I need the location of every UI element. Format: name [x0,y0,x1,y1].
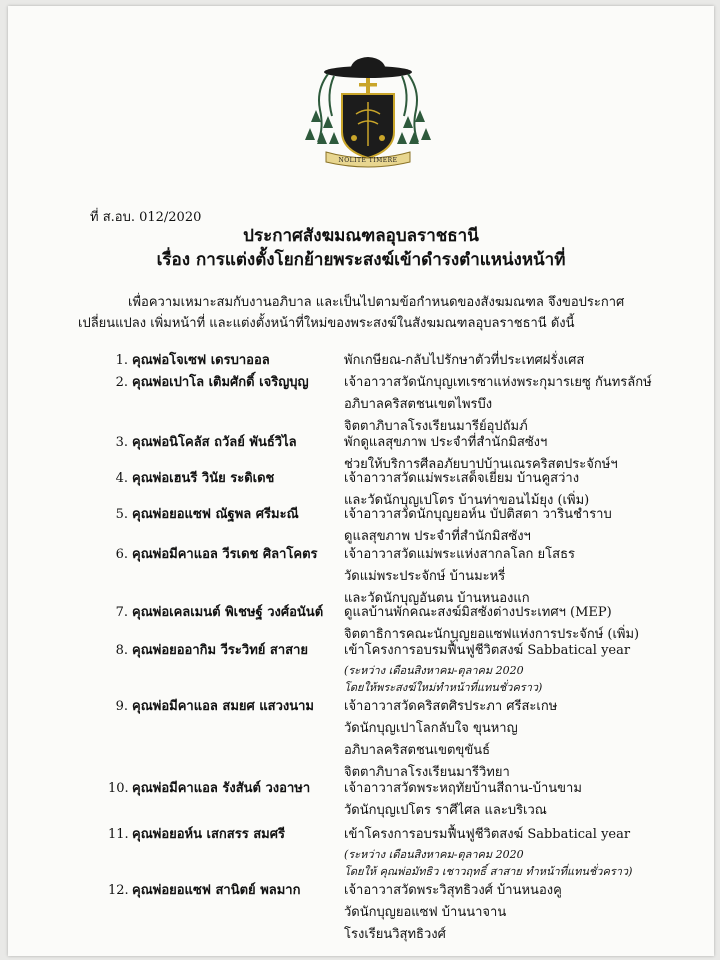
entry-number: 11. [108,827,129,842]
duty-line: จิตตาภิบาลโรงเรียนมารีย์อุปถัมภ์ [344,419,528,434]
duty-list [344,778,704,822]
duty-list [344,504,704,548]
priest-name: คุณพ่อโจเซฟ เดรบาออล [132,353,270,368]
entry-number: 8. [115,643,128,658]
duty-line: เข้าโครงการอบรมฟื้นฟูชีวิตสงฆ์ Sabbatical year [344,643,631,658]
entry-number: 4. [115,471,128,486]
intro-line-1: เพื่อความเหมาะสมกับงานอภิบาล และเป็นไปตามข้อกำหนดของสังฆมณฑล จึงขอประกาศ [128,295,625,310]
duty-list [344,880,704,946]
document-title: ประกาศสังฆมณฑลอุบลราชธานี [243,226,479,246]
duty-list [344,372,704,438]
priest-name: คุณพ่อมีคาแอล วีรเดช ศิลาโคตร [132,547,318,562]
duty-line: เจ้าอาวาสวัดพระวิสุทธิวงศ์ บ้านหนองคู [344,883,562,898]
duty-note: โดยให้ คุณพ่อมัทธิว เชาวฤทธิ์ สาสาย ทำหน้าที่แทนชั่วคราว) [344,865,633,878]
priest-name: คุณพ่อยอแซฟ ณัฐพล ศรีมะณี [132,507,299,522]
duty-line: พักเกษียณ-กลับไปรักษาตัวที่ประเทศฝรั่งเศส [344,353,585,368]
duty-line: วัดแม่พระประจักษ์ บ้านมะหรี่ [344,569,506,584]
duty-line: โรงเรียนวิสุทธิวงศ์ [344,927,446,942]
duty-line: ดูแลบ้านพักคณะสงฆ์มิสซังต่างประเทศฯ (MEP) [344,605,612,620]
duty-line: ช่วยให้บริการศีลอภัยบาปบ้านเณรคริสตประจักษ์ฯ [344,457,618,472]
priest-name: คุณพ่อยอแซฟ สานิตย์ พลมาก [132,883,301,898]
duty-line: จิตตาภิบาลโรงเรียนมารีวิทยา [344,765,510,780]
duty-line: และวัดนักบุญเปโตร บ้านท่าขอนไม้ยุง (เพิ่ม) [344,493,590,508]
priest-name: คุณพ่อยอห์น เสกสรร สมศรี [132,827,285,842]
duty-line: เจ้าอาวาสวัดแม่พระแห่งสากลโลก ยโสธร [344,547,575,562]
duty-note: โดยให้พระสงฆ์ใหม่ทำหน้าที่แทนชั่วคราว) [344,681,543,694]
priest-name: คุณพ่อเฮนรี วินัย ระดิเดช [132,471,275,486]
duty-list [344,640,704,696]
document-page [8,6,714,956]
reference-number: ที่ ส.อบ. 012/2020 [90,210,202,225]
duty-list [344,544,704,610]
crest-motto: NOLITE TIMERE [338,157,398,164]
entry-number: 7. [115,605,128,620]
duty-line: เจ้าอาวาสวัดพระหฤทัยบ้านสีถาน-บ้านขาม [344,781,582,796]
entry-number: 9. [115,699,128,714]
entry-number: 3. [115,435,128,450]
entry-number: 1. [115,353,128,368]
duty-line: เจ้าอาวาสวัดแม่พระเสด็จเยี่ยม บ้านคูสว่าง [344,471,580,486]
priest-name: คุณพ่อมีคาแอล สมยศ แสวงนาม [132,699,314,714]
duty-line: อภิบาลคริสตชนเขตขุขันธ์ [344,743,491,758]
duty-note: (ระหว่าง เดือนสิงหาคม-ตุลาคม 2020 [344,664,524,677]
priest-name: คุณพ่อนิโคลัส ถวัลย์ พันธ์วิไล [132,435,297,450]
duty-list [344,696,704,784]
priest-name: คุณพ่อยออากิม วีระวิทย์ สาสาย [132,643,308,658]
duty-note: (ระหว่าง เดือนสิงหาคม-ตุลาคม 2020 [344,848,524,861]
duty-line: เข้าโครงการอบรมฟื้นฟูชีวิตสงฆ์ Sabbatical year [344,827,631,842]
entry-number: 2. [115,375,128,390]
priest-name: คุณพ่อเปาโล เติมศักดิ์ เจริญบุญ [132,375,309,390]
entry-number: 12. [108,883,129,898]
duty-line: วัดนักบุญเปโตร ราศีไศล และบริเวณ [344,803,547,818]
duty-line: วัดนักบุญเปาโลกลับใจ ขุนหาญ [344,721,518,736]
entry-number: 10. [108,781,129,796]
intro-line-2: เปลี่ยนแปลง เพิ่มหน้าที่ และแต่งตั้งหน้าที่ใหม่ของพระสงฆ์ในสังฆมณฑลอุบลราชธานี ดังนี้ [78,316,575,331]
duty-list [344,824,704,880]
duty-line: จิตตาธิการคณะนักบุญยอแซฟแห่งการประจักษ์ (เพิ่ม) [344,627,640,642]
duty-list [344,350,704,372]
duty-line: อภิบาลคริสตชนเขตไพรบึง [344,397,493,412]
priest-name: คุณพ่อมีคาแอล รังสันต์ วงอาษา [132,781,311,796]
entry-number: 6. [115,547,128,562]
duty-line: ดูแลสุขภาพ ประจำที่สำนักมิสซังฯ [344,529,531,544]
duty-line: เจ้าอาวาสวัดนักบุญเทเรซาแห่งพระกุมารเยซู กันทรลักษ์ [344,375,652,390]
priest-name: คุณพ่อเคลเมนต์ พิเชษฐ์ วงศ์อนันต์ [132,605,324,620]
duty-line: เจ้าอาวาสวัดนักบุญยอห์น บัปติสตา วารินชำราบ [344,507,612,522]
duty-line: พักดูแลสุขภาพ ประจำที่สำนักมิสซังฯ [344,435,548,450]
document-subject: เรื่อง การแต่งตั้งโยกย้ายพระสงฆ์เข้าดำรงตำแหน่งหน้าที่ [156,250,566,270]
duty-line: เจ้าอาวาสวัดคริสตศิรประภา ศรีสะเกษ [344,699,558,714]
duty-line: วัดนักบุญยอแซฟ บ้านนาจาน [344,905,507,920]
entry-number: 5. [115,507,128,522]
duty-line: และวัดนักบุญอันตน บ้านหนองแก [344,591,530,606]
